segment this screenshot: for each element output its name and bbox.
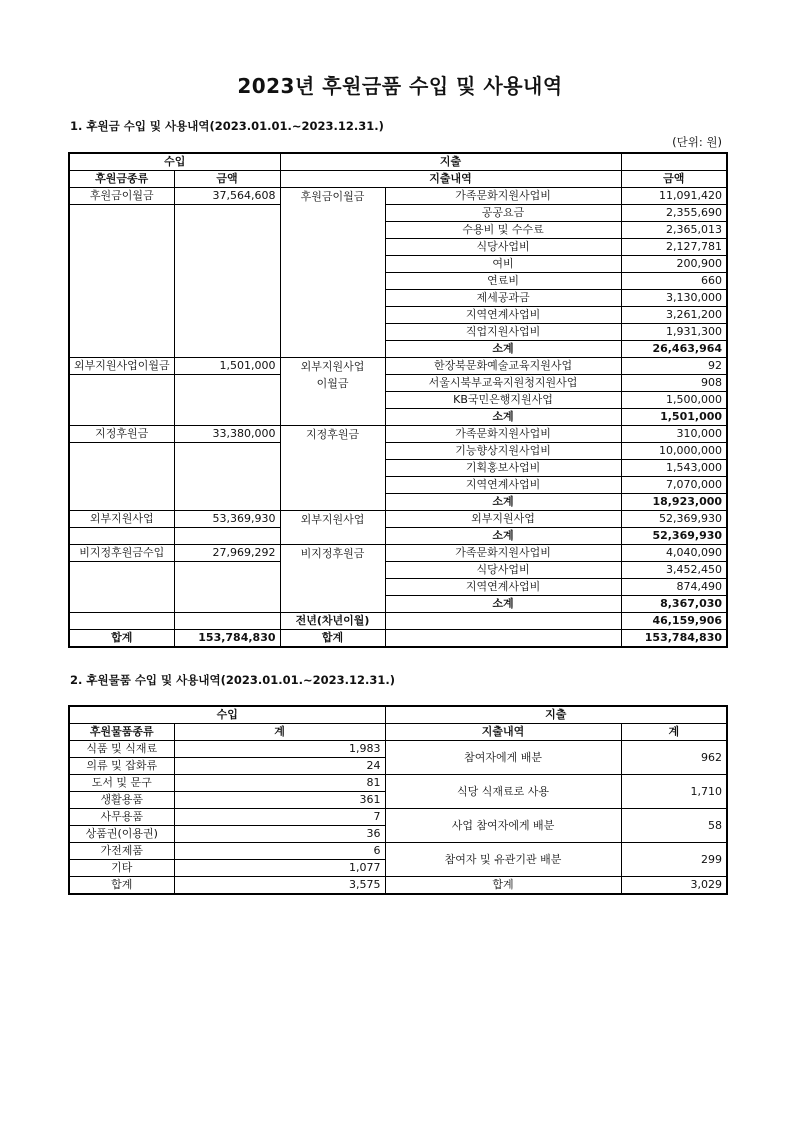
- goods-type: 기타: [69, 860, 174, 877]
- expense-amount: 92: [621, 358, 727, 375]
- table-row: [69, 562, 727, 579]
- expense-amount: 3,130,000: [621, 290, 727, 307]
- expense-count: 962: [621, 741, 727, 775]
- expense-count: 1,710: [621, 775, 727, 809]
- table-row: [69, 426, 727, 443]
- expense-amount: 1,931,300: [621, 324, 727, 341]
- expense-amount: 2,365,013: [621, 222, 727, 239]
- goods-count: 7: [174, 809, 385, 826]
- donation-amount: 27,969,292: [174, 545, 280, 562]
- col-sum: 계: [174, 724, 385, 741]
- total-label: 합계: [69, 877, 174, 895]
- subtotal-label: 소계: [385, 596, 621, 613]
- blank-amount-cell: [174, 443, 280, 511]
- donation-amount: 37,564,608: [174, 188, 280, 205]
- total-row: [69, 630, 727, 648]
- expense-item: 가족문화지원사업비: [385, 188, 621, 205]
- blank-type-cell: [69, 562, 174, 613]
- subtotal-amount: 8,367,030: [621, 596, 727, 613]
- section-1-title: 1. 후원금 수입 및 사용내역(2023.01.01.~2023.12.31.): [70, 119, 384, 133]
- table-row: [69, 375, 727, 392]
- donation-amount: 53,369,930: [174, 511, 280, 528]
- expense-item: 연료비: [385, 273, 621, 290]
- donation-goods-table: [68, 705, 728, 895]
- blank-cell: [174, 613, 280, 630]
- expense-item: 지역연계사업비: [385, 307, 621, 324]
- expense-item: 한장북문화예술교육지원사업: [385, 358, 621, 375]
- table-row: [69, 205, 727, 222]
- total-expense: 3,029: [621, 877, 727, 895]
- total-expense-label: 합계: [280, 630, 385, 648]
- expense-source: 외부지원사업 이월금: [280, 358, 385, 426]
- expense-header: 지출: [280, 153, 621, 171]
- expense-item: 공공요금: [385, 205, 621, 222]
- expense-amount: 10,000,000: [621, 443, 727, 460]
- expense-header: 지출: [385, 706, 727, 724]
- goods-count: 6: [174, 843, 385, 860]
- table-row: [69, 443, 727, 460]
- donation-type: 외부지원사업: [69, 511, 174, 528]
- expense-amount: 660: [621, 273, 727, 290]
- blank-type-cell: [69, 528, 174, 545]
- goods-type: 상품권(이용권): [69, 826, 174, 843]
- page-title: 2023년 후원금품 수입 및 사용내역: [237, 74, 563, 98]
- goods-type: 생활용품: [69, 792, 174, 809]
- goods-type: 사무용품: [69, 809, 174, 826]
- expense-item: 가족문화지원사업비: [385, 426, 621, 443]
- blank-type-cell: [69, 205, 174, 358]
- expense-amount: 2,355,690: [621, 205, 727, 222]
- subtotal-label: 소계: [385, 341, 621, 358]
- expense-amount: 3,261,200: [621, 307, 727, 324]
- goods-count: 24: [174, 758, 385, 775]
- expense-amount: 4,040,090: [621, 545, 727, 562]
- expense-item: 제세공과금: [385, 290, 621, 307]
- header-row-1: [69, 153, 727, 171]
- col-donation-type: 후원금종류: [69, 171, 174, 188]
- col-amount: 금액: [174, 171, 280, 188]
- expense-item: 서울시북부교육지원청지원사업: [385, 375, 621, 392]
- expense-item: 수용비 및 수수료: [385, 222, 621, 239]
- expense-item: 지역연계사업비: [385, 477, 621, 494]
- goods-type: 의류 및 잡화류: [69, 758, 174, 775]
- expense-item: 직업지원사업비: [385, 324, 621, 341]
- blank-amount-cell: [174, 375, 280, 426]
- subtotal-label: 소계: [385, 494, 621, 511]
- expense-source: 지정후원금: [280, 426, 385, 511]
- expense-source: 후원금이월금: [280, 188, 385, 358]
- section-2-title: 2. 후원물품 수입 및 사용내역(2023.01.01.~2023.12.31.): [70, 673, 395, 687]
- subtotal-amount: 26,463,964: [621, 341, 727, 358]
- expense-count: 58: [621, 809, 727, 843]
- donation-type: 비지정후원금수입: [69, 545, 174, 562]
- header-row-2: [69, 171, 727, 188]
- subtotal-label: 소계: [385, 409, 621, 426]
- table-row: [69, 545, 727, 562]
- expense-amount: 310,000: [621, 426, 727, 443]
- donation-type: 지정후원금: [69, 426, 174, 443]
- goods-count: 1,983: [174, 741, 385, 758]
- expense-source: 외부지원사업: [280, 511, 385, 545]
- donation-money-table: [68, 152, 728, 648]
- table-row: [69, 188, 727, 205]
- blank-cell: [385, 630, 621, 648]
- expense-item: 식당 식재료로 사용: [385, 775, 621, 809]
- subtotal-label: 소계: [385, 528, 621, 545]
- total-row: [69, 877, 727, 895]
- col-expense-amount: 금액: [621, 171, 727, 188]
- income-header: 수입: [69, 706, 385, 724]
- subtotal-amount: 18,923,000: [621, 494, 727, 511]
- blank-cell: [69, 613, 174, 630]
- carryover-amount: 46,159,906: [621, 613, 727, 630]
- expense-item: 사업 참여자에게 배분: [385, 809, 621, 843]
- goods-count: 1,077: [174, 860, 385, 877]
- col-expense-sum: 계: [621, 724, 727, 741]
- expense-amount: 908: [621, 375, 727, 392]
- goods-count: 81: [174, 775, 385, 792]
- expense-amount: 1,500,000: [621, 392, 727, 409]
- income-header: 수입: [69, 153, 280, 171]
- blank-amount-cell: [174, 528, 280, 545]
- expense-item: 식당사업비: [385, 239, 621, 256]
- expense-amount: 874,490: [621, 579, 727, 596]
- table-row: [69, 741, 727, 758]
- blank-amount-cell: [174, 205, 280, 358]
- goods-type: 가전제품: [69, 843, 174, 860]
- blank-type-cell: [69, 443, 174, 511]
- expense-amount: 52,369,930: [621, 511, 727, 528]
- expense-source: 비지정후원금: [280, 545, 385, 613]
- goods-count: 361: [174, 792, 385, 809]
- expense-amount: 200,900: [621, 256, 727, 273]
- header-row-1: [69, 706, 727, 724]
- total-expense: 153,784,830: [621, 630, 727, 648]
- total-income: 153,784,830: [174, 630, 280, 648]
- expense-item: KB국민은행지원사업: [385, 392, 621, 409]
- unit-label: (단위: 원): [672, 135, 722, 149]
- expense-item: 참여자 및 유관기관 배분: [385, 843, 621, 877]
- blank-amount-cell: [174, 562, 280, 613]
- col-detail: 지출내역: [280, 171, 621, 188]
- expense-item: 외부지원사업: [385, 511, 621, 528]
- expense-count: 299: [621, 843, 727, 877]
- blank-type-cell: [69, 375, 174, 426]
- expense-item: 여비: [385, 256, 621, 273]
- table-row: [69, 843, 727, 860]
- expense-amount: 2,127,781: [621, 239, 727, 256]
- table-row: [69, 809, 727, 826]
- col-detail: 지출내역: [385, 724, 621, 741]
- table-row: [69, 511, 727, 528]
- table-row: [69, 775, 727, 792]
- donation-type: 후원금이월금: [69, 188, 174, 205]
- goods-type: 식품 및 식재료: [69, 741, 174, 758]
- subtotal-amount: 52,369,930: [621, 528, 727, 545]
- expense-amount: 11,091,420: [621, 188, 727, 205]
- goods-count: 36: [174, 826, 385, 843]
- donation-amount: 1,501,000: [174, 358, 280, 375]
- expense-item: 참여자에게 배분: [385, 741, 621, 775]
- carryover-label: 전년(차년이월): [280, 613, 385, 630]
- header-row-2: [69, 724, 727, 741]
- subtotal-row: [69, 528, 727, 545]
- blank-header-cell: [621, 153, 727, 171]
- expense-item: 기능향상지원사업비: [385, 443, 621, 460]
- expense-amount: 7,070,000: [621, 477, 727, 494]
- expense-item: 식당사업비: [385, 562, 621, 579]
- col-goods-type: 후원물품종류: [69, 724, 174, 741]
- expense-amount: 1,543,000: [621, 460, 727, 477]
- expense-item: 가족문화지원사업비: [385, 545, 621, 562]
- total-income: 3,575: [174, 877, 385, 895]
- expense-amount: 3,452,450: [621, 562, 727, 579]
- total-label: 합계: [69, 630, 174, 648]
- expense-item: 지역연계사업비: [385, 579, 621, 596]
- subtotal-amount: 1,501,000: [621, 409, 727, 426]
- carryover-row: [69, 613, 727, 630]
- total-expense-label: 합계: [385, 877, 621, 895]
- expense-item: 기획홍보사업비: [385, 460, 621, 477]
- blank-cell: [385, 613, 621, 630]
- goods-type: 도서 및 문구: [69, 775, 174, 792]
- table-row: [69, 358, 727, 375]
- donation-amount: 33,380,000: [174, 426, 280, 443]
- donation-type: 외부지원사업이월금: [69, 358, 174, 375]
